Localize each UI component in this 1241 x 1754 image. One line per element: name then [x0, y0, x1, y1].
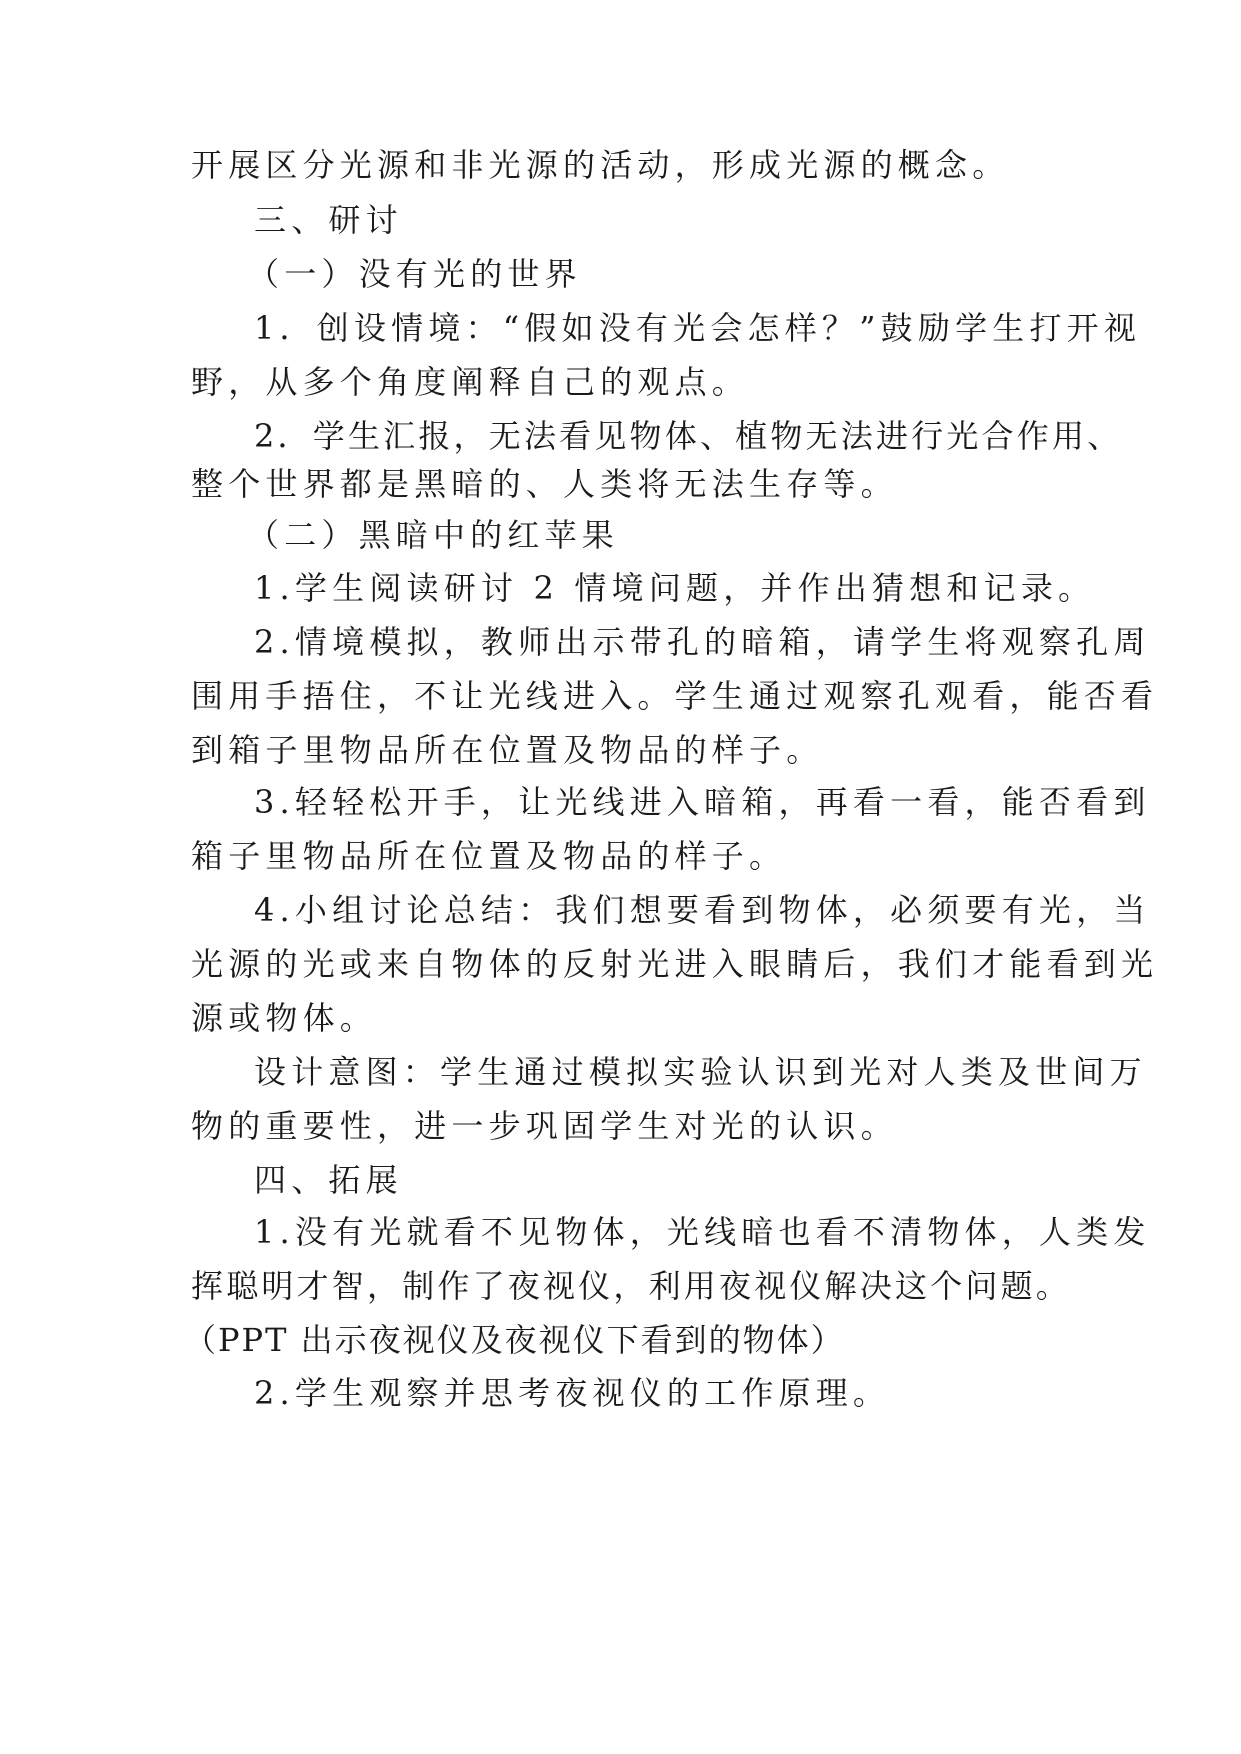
paragraph-line: （PPT 出示夜视仪及夜视仪下看到的物体） — [184, 1321, 845, 1359]
paragraph-line: 1.没有光就看不见物体，光线暗也看不清物体，人类发 — [254, 1213, 1151, 1251]
subsection-heading-red-apple-in-dark: （二）黑暗中的红苹果 — [247, 516, 620, 554]
paragraph-line: 1.学生阅读研讨 2 情境问题，并作出猜想和记录。 — [254, 569, 1096, 607]
paragraph-line: 3.轻轻松开手，让光线进入暗箱，再看一看，能否看到 — [254, 783, 1151, 821]
paragraph-line: 2.情境模拟，教师出示带孔的暗箱，请学生将观察孔周 — [254, 623, 1151, 661]
paragraph-line: 1．创设情境：“假如没有光会怎样？”鼓励学生打开视 — [254, 309, 1142, 347]
section-heading-extension: 四、拓展 — [254, 1161, 403, 1199]
paragraph-line: 箱子里物品所在位置及物品的样子。 — [191, 837, 787, 875]
paragraph-line: 4.小组讨论总结：我们想要看到物体，必须要有光，当 — [254, 891, 1151, 929]
paragraph-line: 整个世界都是黑暗的、人类将无法生存等。 — [191, 465, 898, 503]
paragraph-line: 开展区分光源和非光源的活动，形成光源的概念。 — [191, 146, 1010, 184]
paragraph-line: 2．学生汇报，无法看见物体、植物无法进行光合作用、 — [254, 417, 1123, 455]
paragraph-line: 光源的光或来自物体的反射光进入眼睛后，我们才能看到光 — [191, 945, 1159, 983]
paragraph-line: 挥聪明才智，制作了夜视仪，利用夜视仪解决这个问题。 — [191, 1267, 1072, 1305]
design-intent-line: 设计意图：学生通过模拟实验认识到光对人类及世间万 — [254, 1053, 1147, 1091]
paragraph-line: 源或物体。 — [191, 999, 378, 1037]
subsection-heading-world-without-light: （一）没有光的世界 — [247, 255, 582, 293]
section-heading-discussion: 三、研讨 — [254, 201, 403, 239]
paragraph-line: 围用手捂住，不让光线进入。学生通过观察孔观看，能否看 — [191, 677, 1159, 715]
paragraph-line: 2.学生观察并思考夜视仪的工作原理。 — [254, 1374, 891, 1412]
paragraph-line: 野，从多个角度阐释自己的观点。 — [191, 363, 750, 401]
design-intent-line: 物的重要性，进一步巩固学生对光的认识。 — [191, 1107, 898, 1145]
paragraph-line: 到箱子里物品所在位置及物品的样子。 — [191, 731, 824, 769]
